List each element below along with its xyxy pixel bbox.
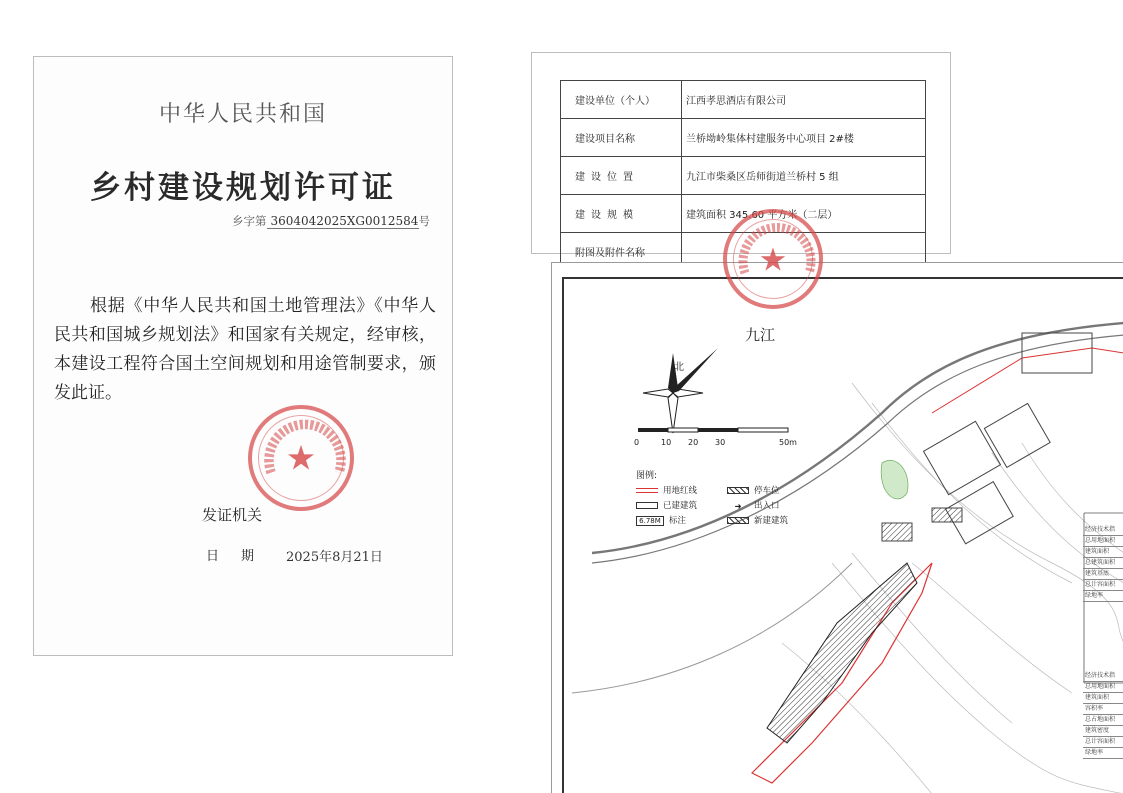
row-label: 建设单位（个人） xyxy=(561,81,682,119)
hatch-swatch xyxy=(727,517,749,524)
north-label: 北 xyxy=(674,362,684,373)
official-seal-stamp xyxy=(723,209,823,309)
number-prefix: 乡字第 xyxy=(232,214,267,228)
number-suffix: 号 xyxy=(418,214,430,228)
site-plan-map xyxy=(551,262,1123,793)
row-value: 建筑面积 345.60 平方米（二层） xyxy=(682,195,926,233)
official-seal-stamp xyxy=(248,405,354,511)
issue-date: 2025年8月21日 xyxy=(286,550,383,565)
scale-tick: 0 xyxy=(634,438,640,447)
certificate-title: 乡村建设规划许可证 xyxy=(90,170,396,206)
hatch-swatch xyxy=(727,487,749,494)
certificate-number-row xyxy=(232,213,430,229)
issuing-authority-label: 发证机关 xyxy=(202,506,263,524)
certificate-body-text: 根据《中华人民共和国土地管理法》《中华人民共和国城乡规划法》和国家有关规定，经审核，本建设工程符合国土空间规划和用途管制要求，颁发此证。 xyxy=(54,296,436,403)
economic-indicators-table-2: 经济技术指 总用地面积 建筑面积 容积率 总占地面积 建筑密度 总计容面积 绿地率 xyxy=(1083,671,1123,759)
box-swatch xyxy=(636,502,658,509)
date-label: 日期 xyxy=(206,549,277,564)
map-city-label: 九江 xyxy=(745,326,776,344)
entrance-arrow-icon: ➜ xyxy=(734,502,742,512)
row-value: 兰桥坳岭集体村建服务中心项目 2#楼 xyxy=(682,119,926,157)
legend-item: ➜ 出入口 xyxy=(727,499,780,511)
legend-item: 6.78M 标注 xyxy=(636,514,686,526)
certificate-number: 3604042025XG0012584 xyxy=(267,214,419,229)
scale-tick: 10 xyxy=(661,438,672,447)
red-line-swatch xyxy=(636,488,658,493)
table-row xyxy=(561,157,926,195)
label-swatch: 6.78M xyxy=(636,516,664,526)
row-label: 建设位置 xyxy=(561,157,682,195)
planning-permit-certificate xyxy=(33,56,453,656)
row-label: 附图及附件名称 xyxy=(561,233,682,271)
legend-item: 停车位 xyxy=(727,484,780,496)
table-row xyxy=(561,119,926,157)
legend-title: 图例: xyxy=(636,471,658,481)
legend-item: 用地红线 xyxy=(636,484,697,496)
row-value: 江西孝思酒店有限公司 xyxy=(682,81,926,119)
seal-star-icon: ★ xyxy=(758,240,788,279)
row-label: 建设项目名称 xyxy=(561,119,682,157)
legend-item: 已建建筑 xyxy=(636,499,697,511)
economic-indicators-table: 经济技术指 总用地面积 建筑面积 总建筑面积 建筑基底 总计容面积 绿地率 xyxy=(1083,525,1123,602)
scale-tick: 50m xyxy=(779,438,797,447)
scale-tick: 30 xyxy=(715,438,726,447)
legend-item: 新建建筑 xyxy=(727,514,788,526)
scale-tick: 20 xyxy=(688,438,699,447)
map-drawing xyxy=(552,263,1123,793)
seal-star-icon: ★ xyxy=(285,438,317,479)
table-row xyxy=(561,81,926,119)
certificate-country: 中华人民共和国 xyxy=(158,102,327,127)
row-label: 建设规模 xyxy=(561,195,682,233)
row-value: 九江市柴桑区岳师街道兰桥村 5 组 xyxy=(682,157,926,195)
